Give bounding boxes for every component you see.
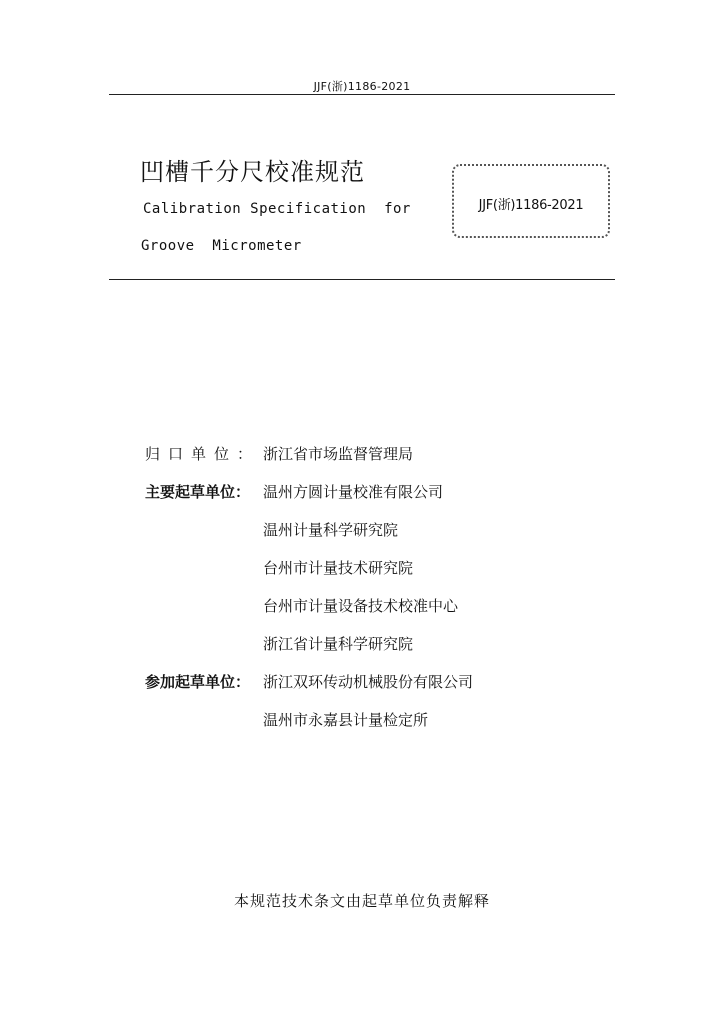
title-english-line1: Calibration Specification for bbox=[143, 201, 411, 217]
standard-code-box-text: JJF(浙)1186-2021 bbox=[478, 198, 584, 213]
main-drafters-row bbox=[145, 481, 443, 503]
header-standard-code: JJF(浙)1186-2021 bbox=[313, 80, 411, 93]
responsible-unit-row bbox=[145, 443, 413, 465]
main-drafter-item: 台州市计量技术研究院 bbox=[263, 559, 414, 577]
main-drafter-item: 温州方圆计量校准有限公司 bbox=[263, 483, 444, 501]
participating-drafters-label: 参加起草单位： bbox=[145, 673, 251, 691]
participating-drafters-row bbox=[145, 671, 473, 693]
participating-drafter-item: 温州市永嘉县计量检定所 bbox=[263, 711, 429, 729]
standard-code-box bbox=[452, 164, 610, 238]
main-drafter-item: 浙江省计量科学研究院 bbox=[263, 635, 414, 653]
title-chinese: 凹槽千分尺校准规范 bbox=[140, 158, 365, 186]
middle-divider bbox=[109, 279, 615, 280]
main-drafter-item: 台州市计量设备技术校准中心 bbox=[263, 597, 459, 615]
main-drafters-label: 主要起草单位： bbox=[145, 483, 251, 501]
footer-interpretation-note: 本规范技术条文由起草单位负责解释 bbox=[233, 892, 490, 910]
responsible-unit-value: 浙江省市场监督管理局 bbox=[263, 445, 414, 463]
title-english-line2: Groove Micrometer bbox=[141, 238, 302, 254]
responsible-unit-label: 归口单位： bbox=[145, 445, 261, 463]
participating-drafter-item: 浙江双环传动机械股份有限公司 bbox=[263, 673, 474, 691]
main-drafter-item: 温州计量科学研究院 bbox=[263, 521, 399, 539]
top-divider bbox=[109, 94, 615, 95]
